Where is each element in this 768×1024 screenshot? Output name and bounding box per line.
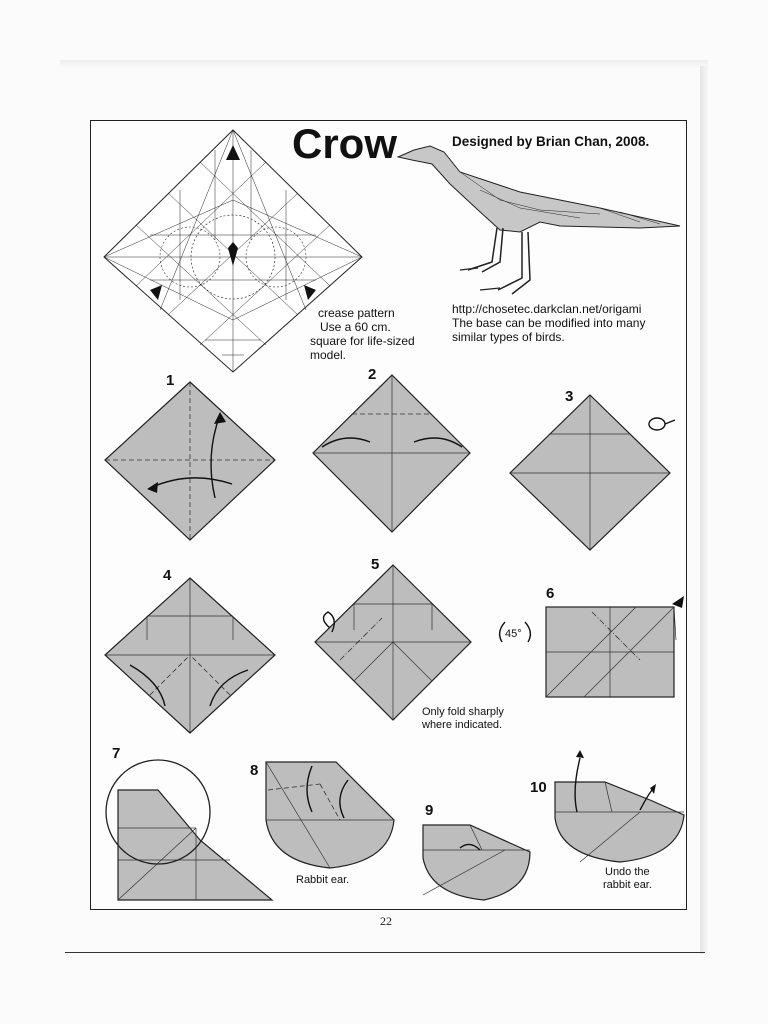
step-number-5: 5 xyxy=(371,556,380,573)
step-number-3: 3 xyxy=(565,388,574,405)
step-5-caption-line: Only fold sharply xyxy=(422,706,504,718)
crease-note xyxy=(310,306,415,362)
step-4-diagram xyxy=(105,578,275,733)
step-number-6: 6 xyxy=(546,585,555,602)
crease-note-line: Use a 60 cm. xyxy=(320,320,391,334)
step-5-caption-line: where indicated. xyxy=(422,719,503,731)
designer-credit: Designed by Brian Chan, 2008. xyxy=(452,134,650,149)
step-3-diagram xyxy=(510,395,675,550)
bottom-rule xyxy=(65,952,705,953)
link-note-line: similar types of birds. xyxy=(452,330,565,344)
page-title: Crow xyxy=(292,120,397,167)
step-10-caption-line: Undo the xyxy=(605,866,650,878)
step-5-diagram xyxy=(315,565,471,720)
step-number-9: 9 xyxy=(425,802,434,819)
page-number: 22 xyxy=(380,914,392,928)
step-1-diagram xyxy=(105,382,275,540)
step-10-caption-line: rabbit ear. xyxy=(603,879,652,891)
step-number-7: 7 xyxy=(112,745,121,762)
link-note-line: The base can be modified into many xyxy=(452,316,646,330)
step-number-8: 8 xyxy=(250,762,259,779)
step-7-diagram xyxy=(106,760,272,900)
step-2-diagram xyxy=(313,375,470,532)
crease-note-line: crease pattern xyxy=(318,306,395,320)
step-5-caption xyxy=(422,706,504,732)
step-10-caption xyxy=(603,866,652,892)
step-6-diagram xyxy=(546,596,684,697)
step-number-1: 1 xyxy=(166,372,175,389)
step-8-diagram xyxy=(266,762,394,868)
step-10-diagram xyxy=(555,750,684,862)
link-note xyxy=(452,302,645,344)
step-9-diagram xyxy=(423,825,530,900)
step-number-10: 10 xyxy=(530,779,547,796)
step-number-2: 2 xyxy=(368,366,377,383)
rotate-label: 45° xyxy=(505,628,522,640)
crease-note-line: model. xyxy=(310,348,347,362)
crease-note-line: square for life-sized xyxy=(310,334,415,348)
step-8-caption: Rabbit ear. xyxy=(296,874,350,886)
link-note-url: http://chosetec.darkclan.net/origami xyxy=(452,302,642,316)
crow-drawing xyxy=(398,146,680,294)
step-number-4: 4 xyxy=(163,567,172,584)
